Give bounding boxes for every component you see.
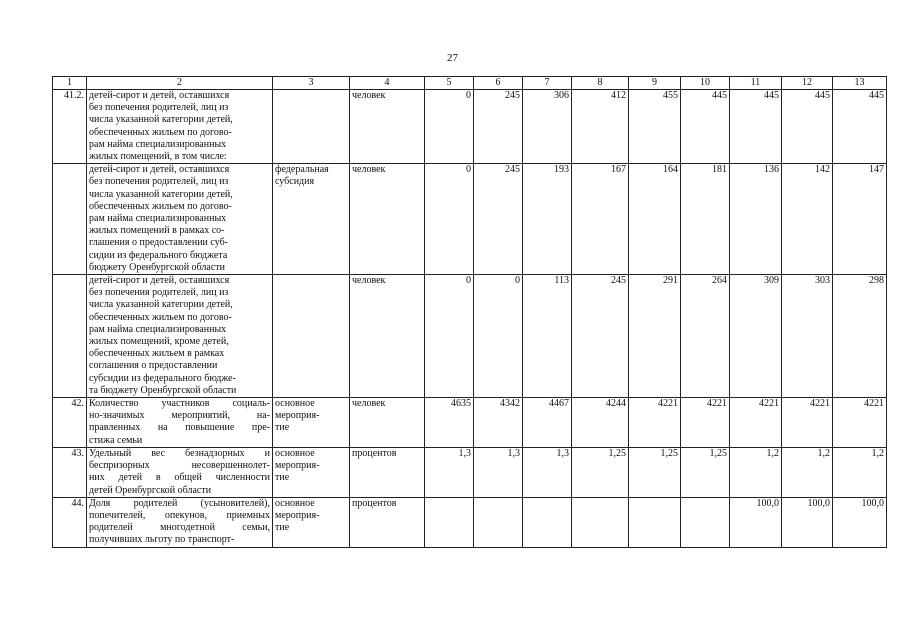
indicator-name-line: получивших льготу по транспорт-	[89, 534, 235, 546]
source-type	[273, 398, 350, 448]
value-col-13: 147	[833, 164, 887, 275]
indicators-table	[52, 76, 887, 548]
indicator-name-line: бюджету Оренбургской области	[89, 261, 225, 273]
value-col-10: 445	[681, 90, 730, 164]
value-col-10	[681, 497, 730, 547]
indicator-name-line: детей-сирот и детей, оставшихся	[89, 90, 230, 101]
column-number-13: 13	[833, 77, 887, 90]
column-number-10: 10	[681, 77, 730, 90]
value-col-10: 4221	[681, 398, 730, 448]
value-col-9: 164	[629, 164, 681, 275]
value-col-6: 245	[474, 90, 523, 164]
value-col-6	[474, 497, 523, 547]
indicator-name-line: стижа семьи	[89, 434, 143, 446]
row-number: 42.	[53, 398, 87, 448]
source-type-line: федеральная	[275, 164, 329, 176]
column-number-2: 2	[87, 77, 273, 90]
indicator-name-line: родителей многодетной семьи,	[89, 522, 270, 534]
value-col-13: 445	[833, 90, 887, 164]
value-col-13: 4221	[833, 398, 887, 448]
indicator-name-line: жилых помещений в рамках со-	[89, 225, 225, 237]
source-type-line: тие	[275, 522, 290, 534]
indicator-name-line: Удельный вес безнадзорных и	[89, 447, 270, 459]
indicator-name-line: рам найма специализированных	[89, 323, 227, 335]
indicator-name-line: субсидии из федерального бюдже-	[89, 372, 236, 384]
unit-of-measure: процентов	[350, 497, 425, 547]
value-col-6: 1,3	[474, 447, 523, 497]
source-type	[273, 497, 350, 547]
indicator-name-line: правленных на повышение пре-	[89, 422, 270, 434]
value-col-5: 1,3	[425, 447, 474, 497]
value-col-11: 309	[730, 275, 782, 398]
value-col-7: 306	[523, 90, 572, 164]
value-col-11: 4221	[730, 398, 782, 448]
indicator-name-line: рам найма специализированных	[89, 138, 227, 150]
value-col-7: 4467	[523, 398, 572, 448]
unit-of-measure: человек	[350, 398, 425, 448]
source-type-line: тие	[275, 422, 290, 434]
indicator-name-line: детей-сирот и детей, оставшихся	[89, 275, 230, 287]
value-col-12: 445	[782, 90, 833, 164]
source-type	[273, 90, 350, 164]
indicator-name-line: них детей в общей численности	[89, 472, 270, 484]
value-col-12: 100,0	[782, 497, 833, 547]
indicator-name-line: числа указанной категории детей,	[89, 188, 233, 200]
table-row	[53, 497, 887, 547]
indicator-name-line: обеспеченных жильем по догово-	[89, 311, 232, 323]
indicator-name-line: без попечения родителей, лиц из	[89, 176, 229, 188]
unit-of-measure: человек	[350, 275, 425, 398]
value-col-5: 0	[425, 90, 474, 164]
table-row	[53, 447, 887, 497]
source-type	[273, 275, 350, 398]
indicator-name-line: попечителей, опекунов, приемных	[89, 509, 270, 521]
column-number-3: 3	[273, 77, 350, 90]
indicator-name-line: обеспеченных жильем по догово-	[89, 126, 232, 138]
value-col-8: 245	[572, 275, 629, 398]
source-type-line: мероприя-	[275, 509, 320, 521]
row-number: 43.	[53, 447, 87, 497]
value-col-5: 0	[425, 275, 474, 398]
indicator-name	[87, 398, 273, 448]
value-col-9	[629, 497, 681, 547]
table-row	[53, 275, 887, 398]
indicator-name	[87, 447, 273, 497]
indicator-name-line: Количество участников социаль-	[89, 398, 270, 410]
column-number-12: 12	[782, 77, 833, 90]
indicator-name-line: глашения о предоставлении суб-	[89, 237, 228, 249]
value-col-6: 4342	[474, 398, 523, 448]
indicator-name-line: без попечения родителей, лиц из	[89, 102, 229, 114]
indicator-name-line: числа указанной категории детей,	[89, 114, 233, 126]
source-type-line: основное	[275, 447, 315, 459]
row-number	[53, 275, 87, 398]
source-type-line: мероприя-	[275, 410, 320, 422]
source-type-line: основное	[275, 398, 315, 410]
value-col-8: 167	[572, 164, 629, 275]
value-col-7	[523, 497, 572, 547]
indicator-name	[87, 275, 273, 398]
value-col-9: 1,25	[629, 447, 681, 497]
value-col-9: 4221	[629, 398, 681, 448]
value-col-7: 193	[523, 164, 572, 275]
value-col-12: 303	[782, 275, 833, 398]
page-number: 27	[447, 52, 458, 64]
indicator-name-line: детей Оренбургской области	[89, 484, 212, 496]
value-col-8: 412	[572, 90, 629, 164]
value-col-5: 0	[425, 164, 474, 275]
indicator-name-line: обеспеченных жильем в рамках	[89, 348, 225, 360]
value-col-13: 100,0	[833, 497, 887, 547]
indicator-name-line: Доля родителей (усыновителей),	[89, 497, 270, 509]
indicator-name	[87, 90, 273, 164]
row-number: 41.2.	[53, 90, 87, 164]
unit-of-measure: процентов	[350, 447, 425, 497]
value-col-11: 1,2	[730, 447, 782, 497]
source-type-line: субсидия	[275, 176, 315, 188]
value-col-8: 4244	[572, 398, 629, 448]
column-number-7: 7	[523, 77, 572, 90]
value-col-6: 245	[474, 164, 523, 275]
column-number-4: 4	[350, 77, 425, 90]
column-number-9: 9	[629, 77, 681, 90]
source-type-line: мероприя-	[275, 460, 320, 472]
column-number-8: 8	[572, 77, 629, 90]
table-row	[53, 398, 887, 448]
value-col-9: 455	[629, 90, 681, 164]
value-col-9: 291	[629, 275, 681, 398]
indicator-name-line: соглашения о предоставлении	[89, 360, 218, 372]
indicator-name-line: рам найма специализированных	[89, 213, 227, 225]
value-col-10: 264	[681, 275, 730, 398]
indicator-name-line: детей-сирот и детей, оставшихся	[89, 164, 230, 176]
value-col-8	[572, 497, 629, 547]
value-col-10: 181	[681, 164, 730, 275]
row-number: 44.	[53, 497, 87, 547]
value-col-8: 1,25	[572, 447, 629, 497]
value-col-11: 136	[730, 164, 782, 275]
value-col-12: 142	[782, 164, 833, 275]
column-number-row	[53, 77, 887, 90]
value-col-12: 4221	[782, 398, 833, 448]
value-col-12: 1,2	[782, 447, 833, 497]
column-number-5: 5	[425, 77, 474, 90]
indicator-name-line: жилых помещений, в том числе:	[89, 151, 227, 163]
indicator-name-line: без попечения родителей, лиц из	[89, 287, 229, 299]
column-number-11: 11	[730, 77, 782, 90]
value-col-6: 0	[474, 275, 523, 398]
source-type-line: основное	[275, 497, 315, 509]
indicator-name	[87, 164, 273, 275]
indicator-name	[87, 497, 273, 547]
value-col-13: 1,2	[833, 447, 887, 497]
column-number-6: 6	[474, 77, 523, 90]
unit-of-measure: человек	[350, 164, 425, 275]
indicator-name-line: сидии из федерального бюджета	[89, 249, 228, 261]
table-row	[53, 164, 887, 275]
indicator-name-line: но-значимых мероприятий, на-	[89, 410, 270, 422]
indicator-name-line: жилых помещений, кроме детей,	[89, 336, 229, 348]
source-type	[273, 164, 350, 275]
value-col-11: 100,0	[730, 497, 782, 547]
indicator-name-line: та бюджету Оренбургской области	[89, 384, 237, 396]
source-type-line: тие	[275, 472, 290, 484]
value-col-7: 113	[523, 275, 572, 398]
value-col-10: 1,25	[681, 447, 730, 497]
indicator-name-line: беспризорных несовершеннолет-	[89, 460, 270, 472]
value-col-11: 445	[730, 90, 782, 164]
value-col-5	[425, 497, 474, 547]
value-col-7: 1,3	[523, 447, 572, 497]
value-col-13: 298	[833, 275, 887, 398]
value-col-5: 4635	[425, 398, 474, 448]
unit-of-measure: человек	[350, 90, 425, 164]
column-number-1: 1	[53, 77, 87, 90]
row-number	[53, 164, 87, 275]
indicator-name-line: обеспеченных жильем по догово-	[89, 200, 232, 212]
table-row	[53, 90, 887, 164]
source-type	[273, 447, 350, 497]
indicator-name-line: числа указанной категории детей,	[89, 299, 233, 311]
